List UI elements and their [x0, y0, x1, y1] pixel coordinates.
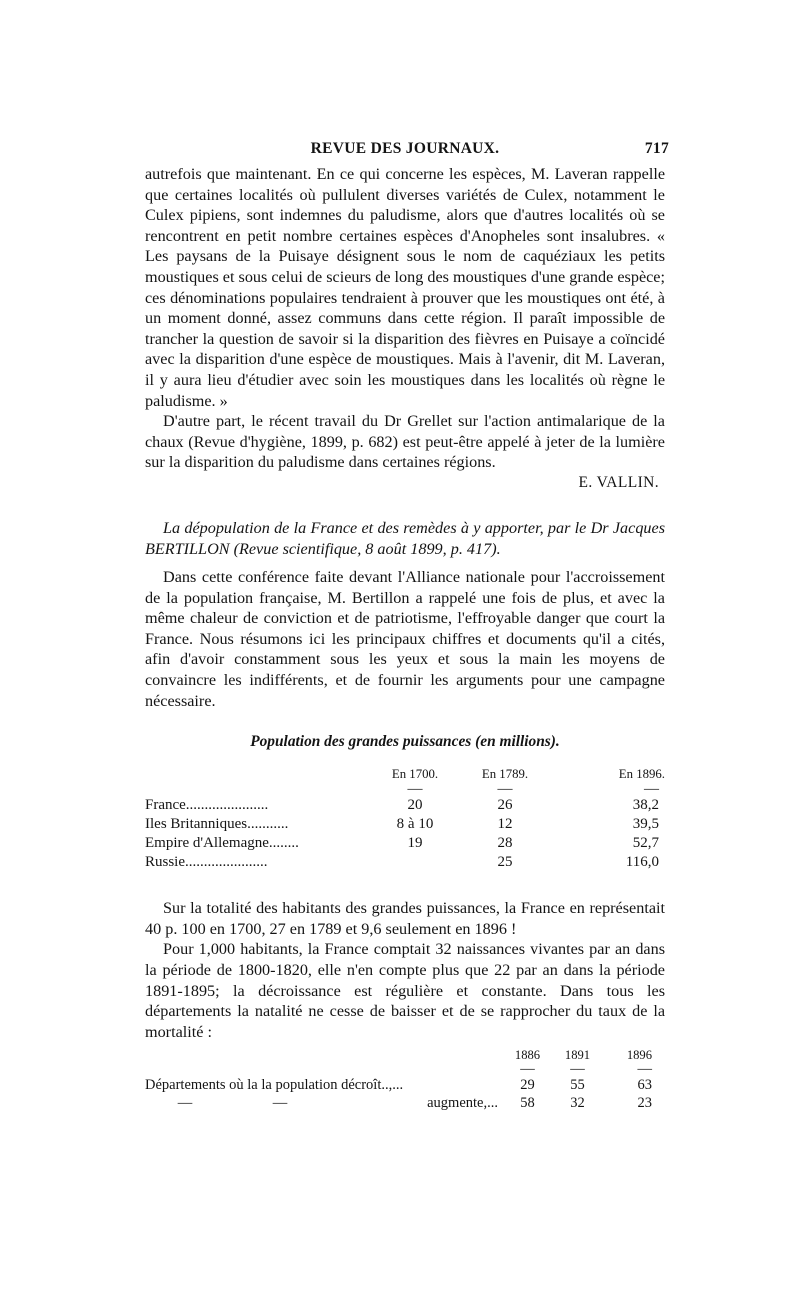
- row-label: Iles Britanniques...........: [145, 816, 289, 833]
- page-number: 717: [644, 140, 669, 157]
- cell-value: 38,2: [632, 797, 659, 814]
- cell-value: 55: [570, 1077, 585, 1094]
- journal-title: REVUE DES JOURNAUX.: [310, 140, 500, 157]
- cell-value: 19: [407, 835, 423, 852]
- table-row-augmente: [145, 1094, 665, 1112]
- table-row-decroit: [145, 1076, 665, 1094]
- col-header-1700: En 1700.: [391, 767, 439, 782]
- table-row-russie: [145, 853, 665, 872]
- table-dash-row: [145, 781, 665, 798]
- dash-mark: —: [497, 781, 513, 798]
- paragraph-bertillon: Dans cette conférence faite devant l'Alliance nationale pour l'accroissement de la population française, M. Bertillon a rappelé une fois de plus, et avec la même chaleur de conviction et de patriotisme, l'effroyable danger que court la France. Nous résumons ici les principaux chiffres et documents qu'il a cités, afin d'avoir constamment sous les yeux et sous la main les moyens de convaincre les indifférents, et de fournir les arguments pour une campagne nécessaire.: [145, 568, 665, 710]
- cell-value: 12: [497, 816, 513, 833]
- ditto-mark: —: [177, 1095, 193, 1112]
- table-population: [145, 765, 665, 872]
- cell-value: 23: [637, 1095, 652, 1112]
- cell-value: 20: [407, 797, 423, 814]
- cell-value: [375, 853, 455, 872]
- col-header-1891: 1891: [564, 1048, 591, 1063]
- dash-mark: —: [637, 1061, 652, 1078]
- cell-value: 25: [497, 854, 513, 871]
- col-header-1886: 1886: [514, 1048, 541, 1063]
- running-header: [145, 140, 669, 164]
- cell-value: 63: [637, 1077, 652, 1094]
- cell-value: 39,5: [632, 816, 659, 833]
- table-row-france: [145, 796, 665, 815]
- ditto-mark: —: [272, 1095, 288, 1112]
- row-label: augmente,...: [427, 1095, 498, 1112]
- cell-value: 28: [497, 835, 513, 852]
- dash-mark: —: [407, 781, 423, 798]
- dash-mark: —: [520, 1061, 535, 1078]
- dash-mark: —: [570, 1061, 585, 1078]
- author-signature: E. VALLIN.: [578, 473, 659, 491]
- paragraph-totalite: Sur la totalité des habitants des grandes puissances, la France en représentait 40 p. 100 en 1700, 27 en 1789 et 9,6 seulement en 1896 !: [145, 899, 665, 938]
- table-population-title: Population des grandes puissances (en millions).: [250, 733, 560, 751]
- row-label: France......................: [145, 797, 269, 814]
- cell-value: 32: [570, 1095, 585, 1112]
- col-header-1896: 1896: [626, 1048, 652, 1063]
- table-departements: [145, 1046, 665, 1112]
- document-page: [145, 140, 669, 1112]
- table-row-iles-britanniques: [145, 815, 665, 834]
- paragraph-natalite: Pour 1,000 habitants, la France comptait 32 naissances vivantes par an dans la période de 1800-1820, elle n'en compte plus que 22 par an dans la période 1891-1895; la décroissance est régulière et constante. Dans tous les départements la natalité ne cesse de baisser et de se rapprocher du taux de la mortalité :: [145, 940, 665, 1041]
- article-reference: La dépopulation de la France et des remèdes à y apporter, par le Dr Jacques BERTILLON (Revue scientifique, 8 août 1899, p. 417).: [145, 518, 665, 558]
- col-header-1896: En 1896.: [618, 767, 665, 782]
- col-header-1789: En 1789.: [481, 767, 529, 782]
- cell-value: 58: [520, 1095, 535, 1112]
- cell-value: 52,7: [632, 835, 659, 852]
- paragraph-grellet: D'autre part, le récent travail du Dr Grellet sur l'action antimalarique de la chaux (Revue d'hygiène, 1899, p. 682) est peut-être appelé à jeter de la lumière sur la disparition du paludisme dans certaines régions.: [145, 412, 665, 472]
- row-label: Départements où la la population décroît..,...: [145, 1077, 404, 1094]
- cell-value: 26: [497, 797, 513, 814]
- table-header-row: [145, 1046, 665, 1064]
- dash-mark: —: [644, 781, 659, 798]
- table-header-row: [145, 765, 665, 784]
- row-label: Russie......................: [145, 854, 268, 871]
- table-row-empire-allemagne: [145, 834, 665, 853]
- cell-value: 29: [520, 1077, 535, 1094]
- cell-value: 8 à 10: [396, 816, 434, 833]
- table-dash-row: [145, 1061, 665, 1078]
- row-label: Empire d'Allemagne........: [145, 835, 299, 852]
- cell-value: 116,0: [625, 854, 659, 871]
- paragraph-laveran: autrefois que maintenant. En ce qui concerne les espèces, M. Laveran rappelle que certaines localités où pullulent diverses variétés de Culex, notamment le Culex pipiens, sont indemnes du paludisme, alors que d'autres localités où se rencontrent en petit nombre certaines espèces d'Anopheles sont insalubres. « Les paysans de la Puisaye désignent sous le nom de caquéziaux les petits moustiques et sous celui de scieurs de long des moustiques d'une grande espèce; ces dénominations populaires tendraient à prouver que les moustiques ont été, à un moment donné, assez communs dans cette région. Il paraît impossible de trancher la question de savoir si la disparition des fièvres en Puisaye a coïncidé avec la disparition d'une espèce de moustiques. Mais à l'avenir, dit M. Laveran, il y aura lieu d'étudier avec soin les moustiques dans les localités où règne le paludisme. »: [145, 165, 665, 410]
